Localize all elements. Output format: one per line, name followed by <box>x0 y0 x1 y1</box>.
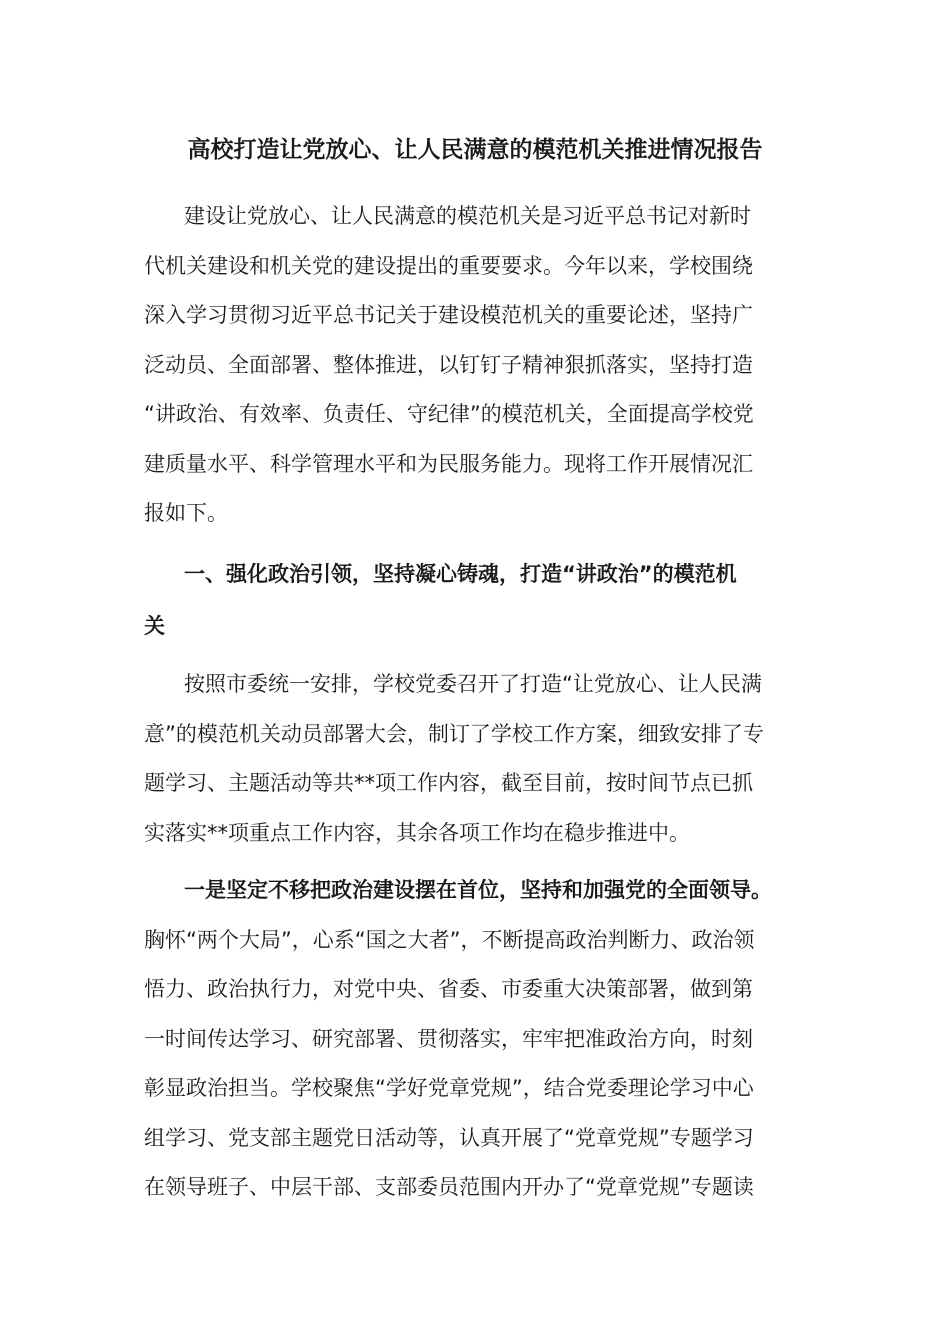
text-line: 意”的模范机关动员部署大会，制订了学校工作方案，细致安排了专 <box>144 721 764 746</box>
paragraph-political-construction <box>144 866 814 1213</box>
heading-line: 关 <box>144 614 165 638</box>
document-title: 高校打造让党放心、让人民满意的模范机关推进情况报告 <box>187 137 763 163</box>
paragraph-arrangement <box>144 660 814 858</box>
paragraph-intro <box>144 192 814 539</box>
text-line: 题学习、主题活动等共**项工作内容，截至目前，按时间节点已抓 <box>144 771 753 795</box>
text-line: 报如下。 <box>144 501 228 525</box>
text-line: 一时间传达学习、研究部署、贯彻落实，牢牢把准政治方向，时刻 <box>144 1026 753 1051</box>
text-line: 泛动员、全面部署、整体推进，以钉钉子精神狠抓落实，坚持打造 <box>144 352 753 377</box>
section-heading-1 <box>144 548 814 652</box>
text-line: 悟力、政治执行力，对党中央、省委、市委重大决策部署，做到第 <box>144 977 753 1001</box>
text-line: 代机关建设和机关党的建设提出的重要要求。今年以来，学校围绕 <box>144 253 753 278</box>
text-line: 建设让党放心、让人民满意的模范机关是习近平总书记对新时 <box>184 204 751 228</box>
text-line: “讲政治、有效率、负责任、守纪律”的模范机关，全面提高学校党 <box>144 402 754 426</box>
text-line: 建质量水平、科学管理水平和为民服务能力。现将工作开展情况汇 <box>144 451 753 476</box>
text-line: 彰显政治担当。学校聚焦“学好党章党规”，结合党委理论学习中心 <box>144 1076 754 1100</box>
text-line: 深入学习贯彻习近平总书记关于建设模范机关的重要论述，坚持广 <box>144 303 753 327</box>
heading-line: 一、强化政治引领，坚持凝心铸魂，打造“讲政治”的模范机 <box>184 562 737 586</box>
text-line: 在领导班子、中层干部、支部委员范围内开办了“党章党规”专题读 <box>144 1175 754 1199</box>
bold-lead-sentence: 一是坚定不移把政治建设摆在首位，坚持和加强党的全面领导。 <box>184 878 772 902</box>
text-line: 组学习、党支部主题党日活动等，认真开展了“党章党规”专题学习 <box>144 1125 754 1150</box>
text-line: 实落实**项重点工作内容，其余各项工作均在稳步推进中。 <box>144 820 690 845</box>
text-line: 胸怀“两个大局”，心系“国之大者”，不断提高政治判断力、政治领 <box>144 927 755 952</box>
text-line: 按照市委统一安排，学校党委召开了打造“让党放心、让人民满 <box>184 672 762 696</box>
